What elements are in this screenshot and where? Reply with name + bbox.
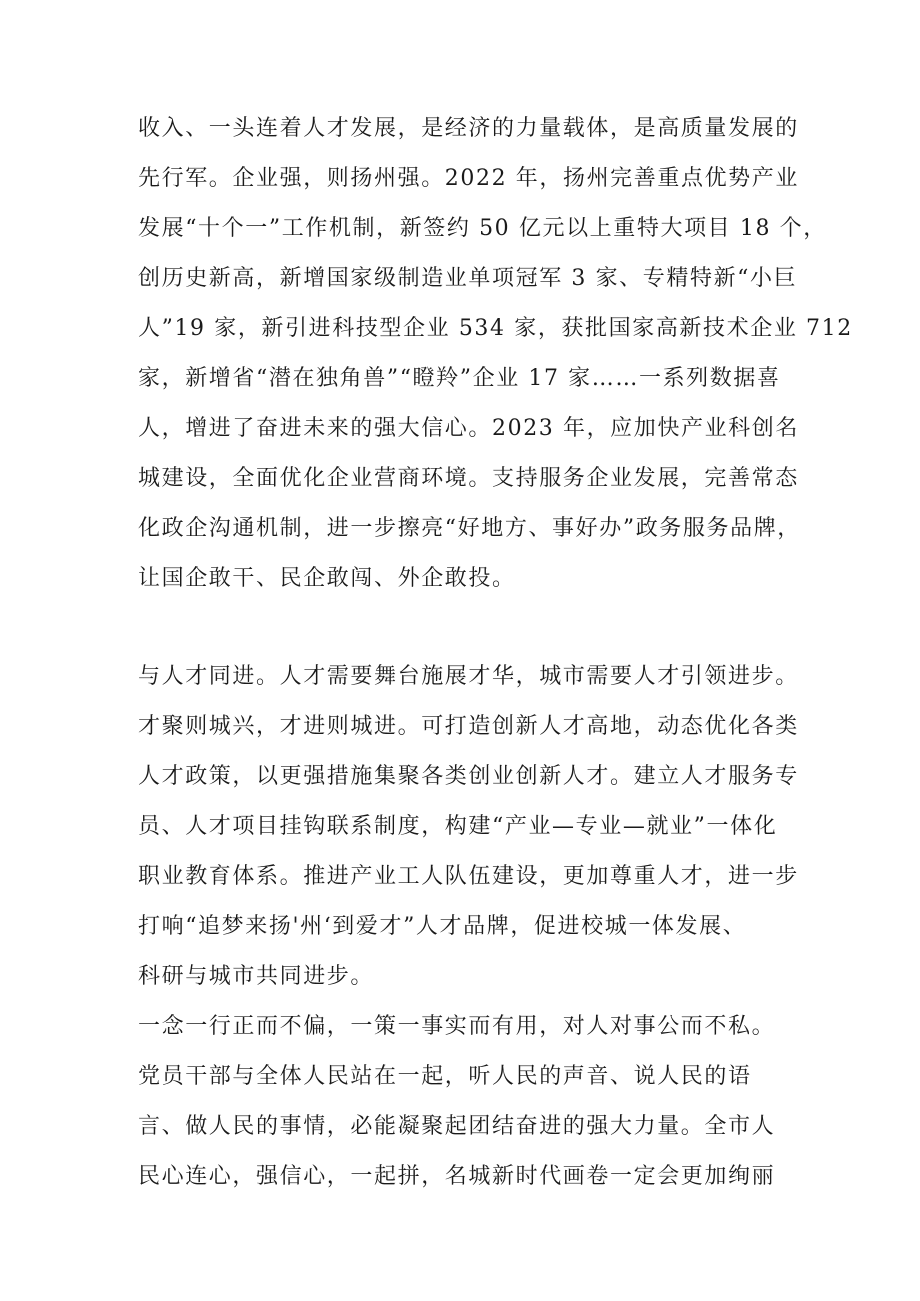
paragraph-3-line-4: 民心连心，强信心，一起拼，名城新时代画卷一定会更加绚丽	[138, 1164, 776, 1189]
paragraph-2-line-3: 人才政策，以更强措施集聚各类创业创新人才。建立人才服务专	[138, 764, 799, 789]
paragraph-1-line-8: 城建设，全面优化企业营商环境。支持服务企业发展，完善常态	[138, 466, 799, 491]
paragraph-2-line-2: 才聚则城兴，才进则城进。可打造创新人才高地，动态优化各类	[138, 714, 799, 739]
paragraph-1-line-10: 让国企敢干、民企敢闯、外企敢投。	[138, 566, 516, 591]
paragraph-1-line-5: 人”19 家，新引进科技型企业 534 家，获批国家高新技术企业 712	[138, 316, 853, 341]
paragraph-1-line-9: 化政企沟通机制，进一步擦亮“好地方、事好办”政务服务品牌，	[138, 516, 801, 541]
paragraph-2-line-1: 与人才同进。人才需要舞台施展才华，城市需要人才引领进步。	[138, 664, 799, 689]
paragraph-2-line-7: 科研与城市共同进步。	[138, 964, 375, 989]
paragraph-1-line-6: 家，新增省“潜在独角兽”“瞪羚”企业 17 家……一系列数据喜	[138, 366, 781, 391]
paragraph-3-line-3: 言、做人民的事情，必能凝聚起团结奋进的强大力量。全市人	[138, 1114, 776, 1139]
paragraph-3-line-2: 党员干部与全体人民站在一起，听人民的声音、说人民的语	[138, 1064, 752, 1089]
paragraph-1-line-2: 先行军。企业强，则扬州强。2022 年，扬州完善重点优势产业	[138, 166, 799, 191]
paragraph-2-line-6: 打响“追梦来扬'州‘到爱才”人才品牌，促进校城一体发展、	[138, 914, 747, 939]
paragraph-2-line-5: 职业教育体系。推进产业工人队伍建设，更加尊重人才，进一步	[138, 864, 799, 889]
paragraph-3-line-1: 一念一行正而不偏，一策一事实而有用，对人对事公而不私。	[138, 1014, 776, 1039]
paragraph-1-line-3: 发展“十个一”工作机制，新签约 50 亿元以上重特大项目 18 个，	[138, 216, 827, 241]
paragraph-2-line-4: 员、人才项目挂钩联系制度，构建“产业—专业—就业”一体化	[138, 814, 778, 839]
paragraph-1-line-7: 人，增进了奋进未来的强大信心。2023 年，应加快产业科创名	[138, 416, 799, 441]
paragraph-1-line-1: 收入、一头连着人才发展，是经济的力量载体，是高质量发展的	[138, 116, 799, 141]
paragraph-1-line-4: 创历史新高，新增国家级制造业单项冠军 3 家、专精特新“小巨	[138, 266, 798, 291]
